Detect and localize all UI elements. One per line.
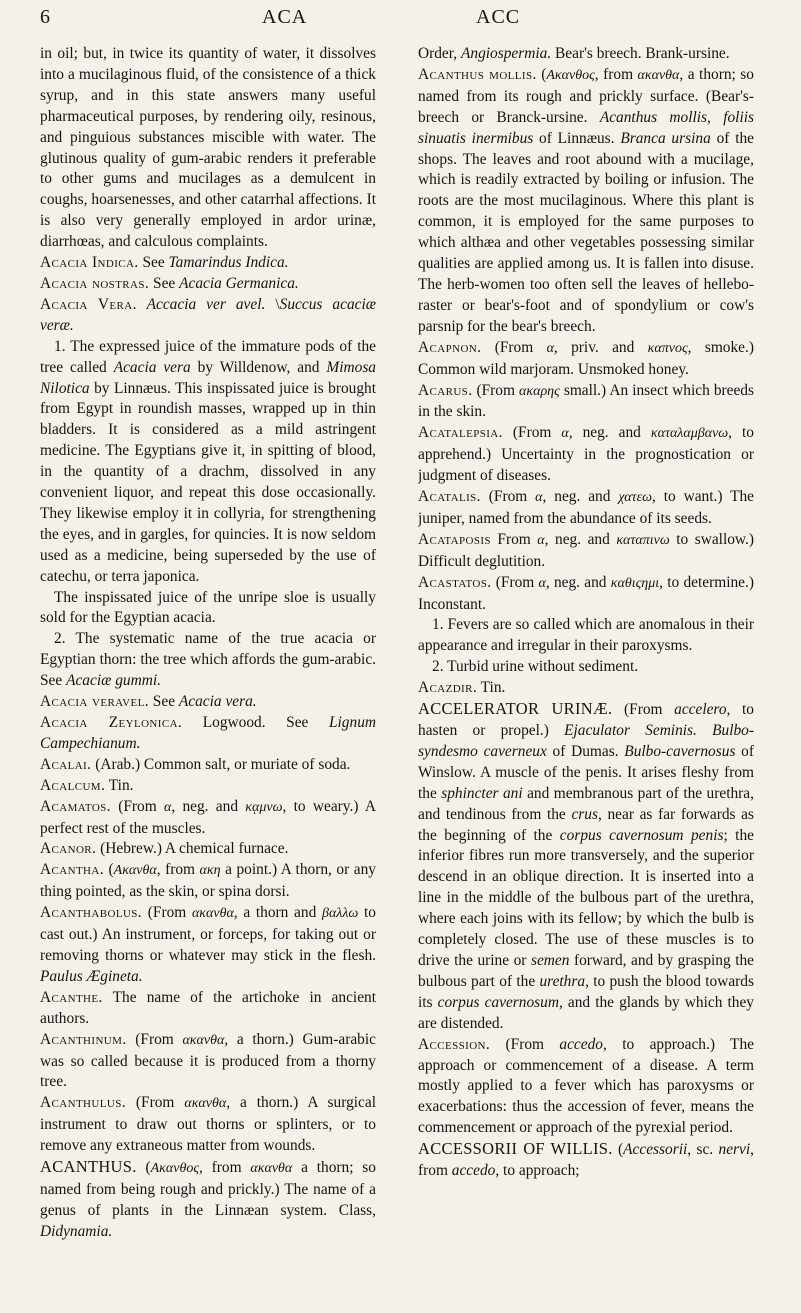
italic-text: Acaciæ gummi.: [66, 672, 161, 690]
italic-text: Tamarindus Indica.: [168, 254, 289, 272]
entry-text: , from: [199, 1159, 251, 1177]
entry-text: , neg. and: [544, 530, 617, 548]
entry-headword: Acacia Zeylonica.: [40, 714, 183, 731]
entry-headword: Acazdir.: [418, 679, 478, 697]
italic-text: Succus acaciæ veræ.: [40, 295, 376, 334]
entry-text: (From: [125, 1094, 185, 1112]
entry-text: (: [136, 1159, 151, 1177]
greek-etymology: α: [535, 490, 543, 506]
dictionary-entry: [418, 678, 754, 699]
greek-etymology: ακανθα: [182, 1032, 225, 1048]
greek-etymology: καταπινω: [616, 532, 670, 548]
italic-text: Didynamia.: [40, 1222, 113, 1240]
entry-text: , smoke.) Common wild marjoram. Unsmoked honey.: [418, 338, 754, 378]
greek-etymology: καταλαμβανω: [650, 426, 729, 442]
italic-text: accelero: [674, 701, 727, 719]
entry-headword: Acanthus mollis.: [418, 65, 537, 83]
entry-headword: ACANTHUS.: [40, 1157, 137, 1177]
entry-text: 1. The expressed juice of the immature pods of the tree called: [40, 337, 376, 376]
entry-headword: Acacia Indica.: [40, 254, 139, 272]
greek-etymology: Ακανθος: [546, 67, 595, 83]
entry-text: , to weary.) A perfect rest of the muscles.: [40, 797, 376, 837]
italic-text: Ejaculator Seminis. Bulbo-syndesmo caverneux: [418, 722, 754, 760]
greek-etymology: καπνος: [647, 340, 688, 356]
dictionary-entry: [40, 903, 376, 988]
greek-etymology: α: [546, 340, 554, 356]
dictionary-entry: [40, 692, 376, 713]
dictionary-entry: [40, 755, 376, 776]
dictionary-entry: [418, 1035, 754, 1140]
page-header: [40, 6, 761, 32]
left-running-head: ACA: [262, 6, 308, 28]
entry-text: (From: [491, 573, 539, 591]
dictionary-entry: [40, 1157, 376, 1243]
entry-text: , to approach.) The approach or commencement of a disease. A term mostly applied to a fever which has paroxysms or exacerbations: thus the accession of fever, means the commencement or approach of the pyrexial period.: [418, 1035, 754, 1137]
italic-text: sphincter ani: [441, 784, 523, 802]
italic-text: accedo: [559, 1035, 603, 1053]
dictionary-entry: [40, 274, 376, 295]
entry-text: , a thorn and: [233, 904, 322, 922]
entry-text: See: [138, 254, 169, 272]
dictionary-entry: [418, 657, 754, 678]
entry-text: , neg. and: [171, 797, 246, 815]
entry-headword: Acataposis: [418, 530, 491, 548]
greek-etymology: Ακανθα: [113, 863, 157, 879]
greek-etymology: ακανθα: [637, 67, 680, 83]
dictionary-entry: [418, 381, 754, 424]
entry-headword: Acanthinum.: [40, 1030, 127, 1048]
entry-headword: Acantha.: [40, 861, 104, 879]
entry-text: 2. The systematic name of the true acacia or Egyptian thorn: the tree which affords the gum-arabic. See: [40, 630, 376, 690]
entry-text: (Arab.) Common salt, or muriate of soda.: [91, 755, 351, 773]
entry-headword: Acastatos.: [418, 573, 492, 591]
greek-etymology: χατεω: [618, 490, 652, 506]
entry-headword: Acanthe.: [40, 988, 103, 1006]
left-column: [40, 44, 376, 1294]
entry-headword: Acanthulus.: [40, 1094, 126, 1112]
greek-etymology: α: [163, 799, 172, 815]
italic-text: nervi: [718, 1141, 751, 1159]
entry-text: , neg. and: [542, 488, 619, 506]
dictionary-entry: [40, 839, 376, 860]
entry-text: , priv. and: [553, 338, 648, 356]
italic-text: Acacia vera.: [178, 693, 257, 711]
entry-text: , a thorn; so named from its rough and prickly surface. (Bear's-breech or Branck-ursine.: [418, 65, 754, 126]
entry-headword: Acatalis.: [418, 488, 481, 506]
italic-text: urethra: [539, 972, 586, 990]
entry-text: , near as far forwards as the beginning of the: [418, 805, 754, 844]
entry-text: , from: [594, 65, 638, 83]
entry-text: (From: [480, 488, 536, 506]
entry-headword: Acalcum.: [40, 776, 106, 794]
entry-headword: Acamatos.: [40, 797, 111, 815]
dictionary-entry: [418, 1139, 754, 1182]
entry-text: of Winslow. A muscle of the penis. It arises fleshy from the: [418, 742, 754, 802]
dictionary-entry: [418, 338, 754, 381]
entry-text: a point.) A thorn, or any thing pointed, as the skin, or spina dorsi.: [40, 861, 376, 901]
entry-text: a thorn; so named from being rough and prickly.) The name of a genus of plants in the Linnæan system. Class,: [40, 1159, 376, 1219]
entry-text: , neg. and: [568, 424, 651, 442]
dictionary-entry: [40, 253, 376, 274]
dictionary-entry: [418, 699, 754, 1035]
dictionary-entry: [418, 65, 754, 338]
entry-text: 1. Fevers are so called which are anomalous in their appearance and irregular in their paroxysms.: [418, 616, 754, 655]
dictionary-entry: [40, 860, 376, 903]
dictionary-entry: [40, 1030, 376, 1094]
entry-headword: Acacia veravel.: [40, 693, 149, 711]
greek-etymology: ακανθα: [184, 1096, 227, 1112]
greek-etymology: ακανθα: [250, 1161, 293, 1177]
entry-text: , to hasten or propel.): [418, 701, 754, 739]
entry-text: by Willdenow, and: [190, 358, 327, 376]
italic-text: accedo: [451, 1162, 496, 1180]
greek-etymology: βαλλω: [321, 906, 359, 922]
dictionary-entry: [418, 423, 754, 487]
entry-text: (: [536, 65, 547, 83]
entry-text: small.) An insect which breeds in the skin.: [418, 381, 754, 421]
entry-text: forward, and by grasping the bulbous part of the: [418, 951, 754, 990]
italic-text: Branca ursina: [620, 129, 711, 147]
entry-text: in oil; but, in twice its quantity of water, it dissolves into a mucilaginous fluid, of the consistence of a thick syrup, and in this state answers many useful pharmaceutical purposes, by rendering oily, resinous, and pinguious substances miscible with water. The glutinous quality of gum-arabic renders it preferable to other gums and mucilages as a demulcent in coughs, hoarsenesses, and other catarrhal affections. It is also very generally employed in ardor urinæ, diarrhœas, and calculous complaints.: [40, 45, 376, 251]
entry-headword: Acacia nostras.: [40, 274, 150, 292]
entry-text: Order,: [418, 45, 461, 62]
dictionary-entry: [418, 573, 754, 616]
italic-text: Lignum Campechianum.: [40, 714, 376, 752]
entry-text: Bear's breech. Brank-ursine.: [551, 45, 730, 62]
entry-text: , to approach;: [495, 1162, 580, 1180]
greek-etymology: Ακανθος: [150, 1161, 200, 1177]
italic-text: Accessorii: [623, 1141, 688, 1159]
entry-text: Tin.: [477, 679, 506, 697]
italic-text: semen: [530, 951, 570, 969]
entry-headword: Acalai.: [40, 755, 92, 773]
entry-text: , sc.: [687, 1141, 719, 1159]
entry-text: (: [612, 1141, 624, 1159]
entry-text: (: [104, 861, 114, 879]
entry-text: , to apprehend.) Uncertainty in the prognostication or judgment of diseases.: [418, 424, 754, 485]
page-number: 6: [40, 6, 51, 28]
greek-etymology: α: [561, 426, 569, 442]
entry-text: 2. Turbid urine without sediment.: [432, 658, 639, 676]
entry-headword: Acapnon.: [418, 338, 482, 356]
entry-text: , from: [418, 1141, 754, 1180]
dictionary-entry: [418, 44, 754, 65]
greek-etymology: α: [537, 532, 545, 548]
greek-etymology: ακη: [199, 863, 221, 879]
dictionary-entry: [418, 615, 754, 657]
dictionary-entry: [40, 988, 376, 1030]
entry-headword: Accession.: [418, 1035, 491, 1053]
italic-text: corpus cavernosum: [437, 993, 559, 1011]
entry-text: , a thorn.) A surgical instrument to draw out thorns or splinters, or to remove any extraneous matter from wounds.: [40, 1094, 376, 1155]
entry-headword: ACCESSORII OF WILLIS.: [418, 1139, 613, 1159]
dictionary-entry: [40, 1093, 376, 1157]
entry-text: (From: [502, 424, 562, 442]
dictionary-entry: [418, 487, 754, 530]
dictionary-entry: [40, 295, 376, 337]
entry-text: (From: [110, 797, 164, 815]
entry-text: The inspissated juice of the unripe sloe is usually sold for the Egyptian acacia.: [40, 588, 376, 627]
dictionary-entry: [40, 44, 376, 253]
greek-etymology: κᾳμνω: [245, 799, 283, 815]
entry-text: See: [149, 274, 180, 292]
entry-text: Logwood. See: [182, 714, 329, 731]
dictionary-entry: [40, 337, 376, 588]
italic-text: Angiospermia.: [460, 45, 552, 62]
entry-text: (From: [612, 701, 675, 719]
entry-text: See: [148, 693, 179, 711]
italic-text: Accacia ver avel.: [136, 295, 276, 313]
right-column: [418, 44, 754, 1294]
entry-text: , to push the blood towards its: [418, 972, 754, 1011]
entry-text: , to determine.) Inconstant.: [418, 573, 754, 613]
entry-headword: Acarus.: [418, 381, 473, 399]
greek-etymology: α: [538, 575, 546, 591]
entry-text: of the shops. The leaves and root abound with a mucilage, which is readily extracted by boiling or infusion. The roots are the most mucilaginous. Where this plant is common, it is employed for the same purposes to which althæa and other vegetables possessing similar qualities are applied among us. It is fallen into disuse. The herb-women too often sell the leaves of hellebo-raster or bear's-foot and of spondylium or cow's parsnip for the bear's breech.: [418, 129, 754, 335]
greek-etymology: καθιςημι: [610, 575, 660, 591]
entry-text: Tin.: [105, 776, 134, 794]
entry-text: (From: [142, 904, 192, 922]
italic-text: Bulbo-cavernosus: [624, 742, 736, 760]
entry-text: of Dumas.: [546, 742, 625, 760]
right-running-head: ACC: [476, 6, 521, 28]
italic-text: Acacia Germanica.: [179, 274, 299, 292]
entry-headword: Acanthabolus.: [40, 904, 143, 922]
entry-text: (From: [490, 1035, 560, 1053]
italic-text: corpus cavernosum penis: [559, 826, 724, 844]
entry-text: to cast out.) An instrument, or forceps, for taking out or removing thorns or whatever may stick in the flesh.: [40, 904, 376, 964]
entry-text: by Linnæus. This inspissated juice is brought from Egypt in roundish masses, wrapped up in thin bladders. It is considered as a mild astringent medicine. The Egyptians give it, in spitting of blood, in the quantity of a drachm, dissolved in any convenient liquor, and repeat this dose occasionally. They likewise employ it in collyria, for strengthening the eyes, and in gargles, for quincies. It is now seldom used as a medicine, being superseded by the use of catechu, or terra japonica.: [40, 379, 376, 585]
entry-text: The name of the artichoke in ancient authors.: [40, 988, 376, 1027]
entry-text: (From: [126, 1030, 183, 1048]
entry-text: \: [275, 295, 280, 313]
italic-text: crus: [571, 805, 598, 823]
greek-etymology: ακανθα: [191, 906, 234, 922]
entry-headword: Acanor.: [40, 840, 97, 858]
italic-text: Acanthus mollis, foliis sinuatis inermibus: [418, 108, 754, 147]
entry-text: ; the inferior fibres run more transversely, and the superior descend in an oblique direction. It is inserted into a line in the middle of the bulbous part of the urethra, where each joins with its fellow; by which the bulb is completely closed. The use of these muscles is to drive the urine or: [418, 826, 754, 969]
dictionary-entry: [40, 776, 376, 797]
dictionary-entry: [40, 797, 376, 840]
greek-etymology: ακαρης: [519, 383, 560, 399]
dictionary-entry: [40, 629, 376, 692]
entry-headword: Acatalepsia.: [418, 424, 503, 442]
entry-text: to swallow.) Difficult deglutition.: [418, 530, 754, 570]
entry-text: , neg. and: [545, 573, 611, 591]
entry-headword: ACCELERATOR URINÆ.: [418, 699, 613, 719]
entry-text: and membranous part of the urethra, and tendinous from the: [418, 784, 754, 823]
dictionary-entry: [418, 530, 754, 573]
entry-headword: Acacia Vera.: [40, 295, 137, 313]
entry-text: (From: [481, 338, 547, 356]
italic-text: Paulus Ægineta.: [40, 967, 143, 985]
italic-text: Acacia vera: [113, 358, 191, 376]
entry-text: , and the glands by which they are distended.: [418, 993, 754, 1032]
entry-text: , to want.) The juniper, named from the abundance of its seeds.: [418, 488, 754, 527]
entry-text: (Hebrew.) A chemical furnace.: [96, 840, 289, 858]
entry-text: From: [490, 530, 538, 548]
dictionary-entry: [40, 713, 376, 755]
dictionary-entry: [40, 588, 376, 630]
entry-text: , from: [156, 861, 200, 879]
italic-text: Mimosa Nilotica: [40, 358, 376, 397]
entry-text: of Linnæus.: [533, 129, 621, 147]
entry-text: (From: [472, 381, 520, 399]
entry-text: , a thorn.) Gum-arabic was so called because it is produced from a thorny tree.: [40, 1030, 376, 1091]
